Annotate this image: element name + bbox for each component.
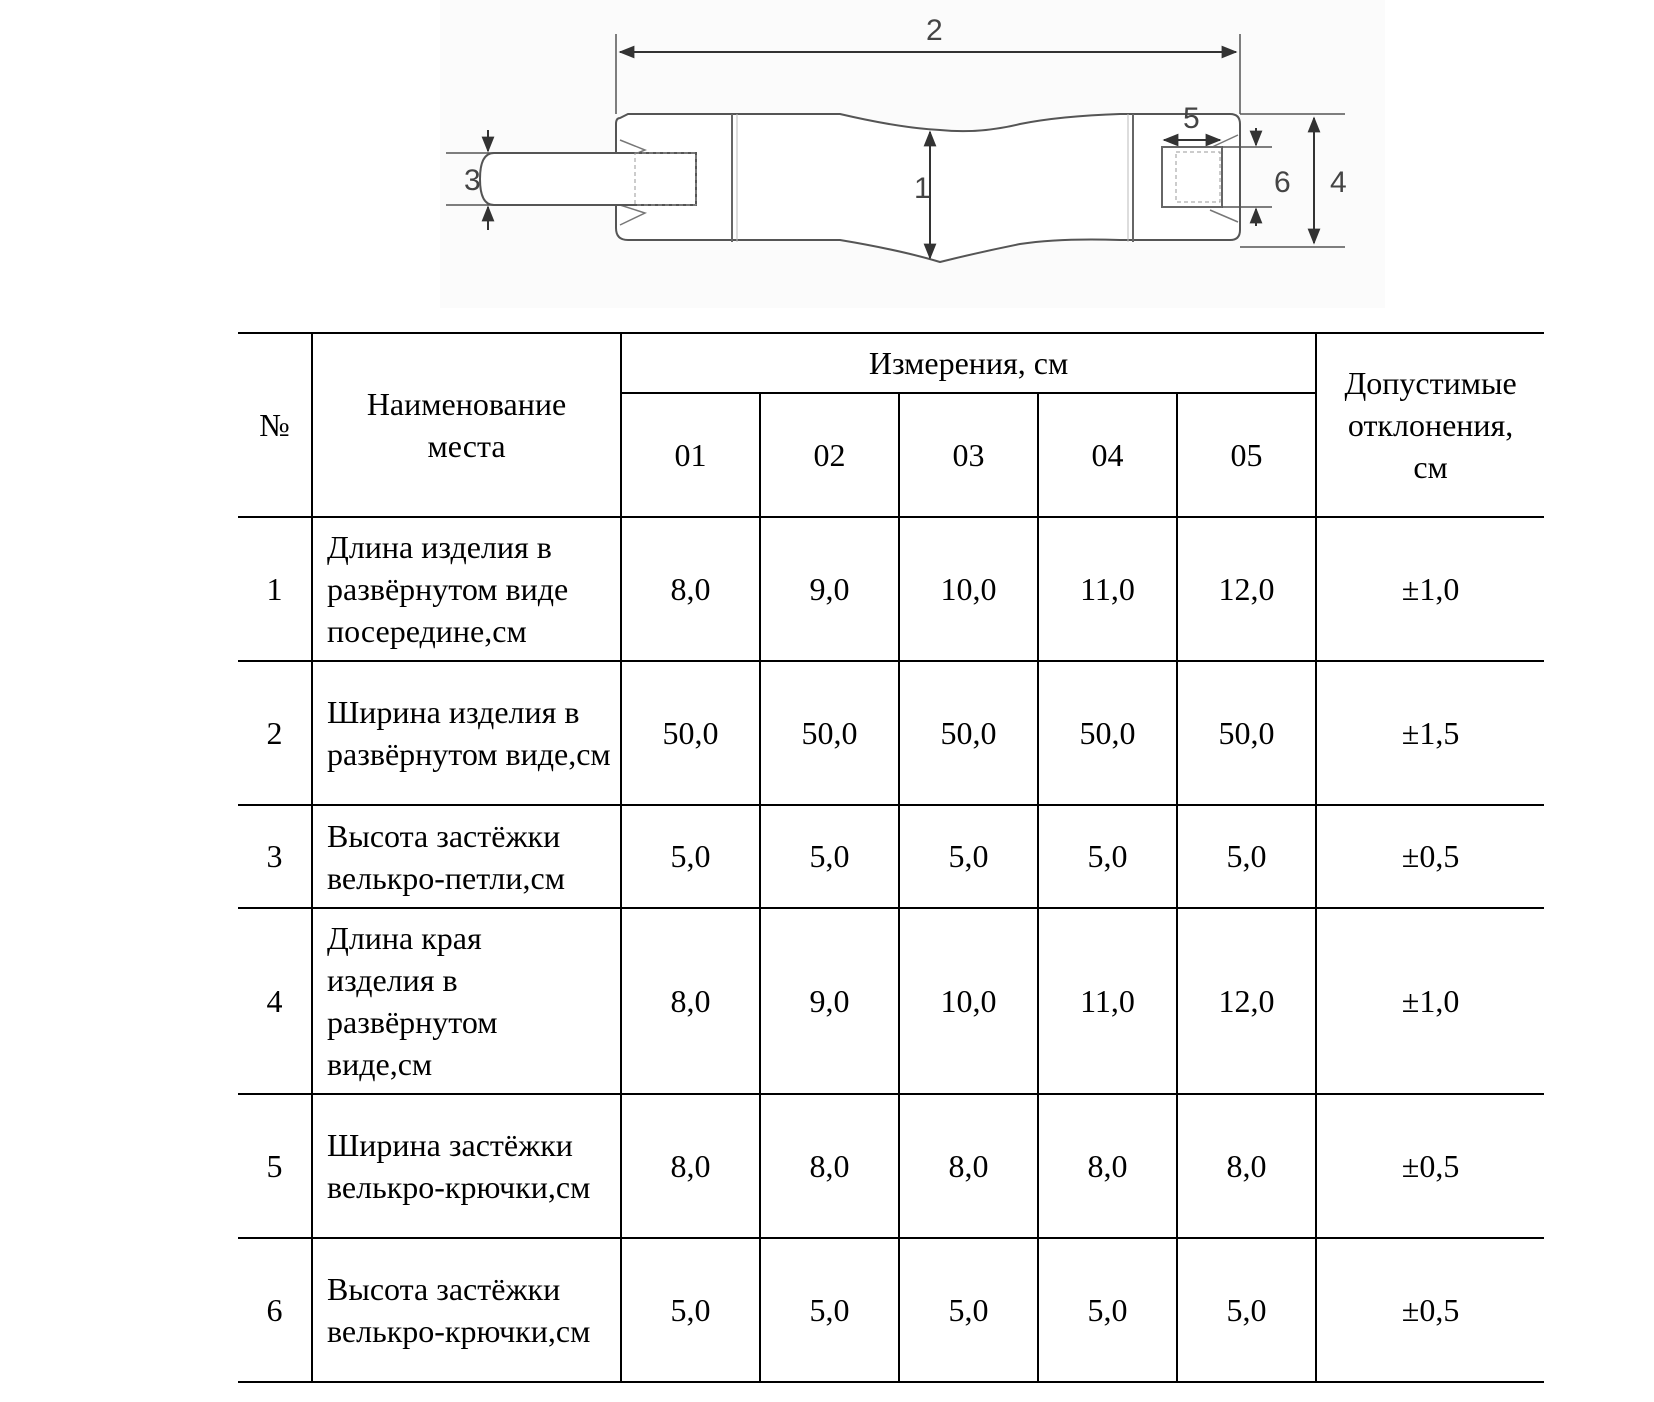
row-value: 5,0 — [621, 1238, 760, 1382]
row-value: 12,0 — [1177, 908, 1316, 1094]
row-number: 4 — [238, 908, 312, 1094]
row-tolerance: ±0,5 — [1316, 1238, 1544, 1382]
row-value: 5,0 — [899, 1238, 1038, 1382]
row-value: 12,0 — [1177, 517, 1316, 661]
row-value: 5,0 — [760, 1238, 899, 1382]
header-name: Наименование места — [312, 333, 621, 517]
row-value: 9,0 — [760, 517, 899, 661]
row-value: 5,0 — [1177, 1238, 1316, 1382]
row-name: Ширина застёжки велькро-крючки,см — [312, 1094, 621, 1238]
row-value: 5,0 — [1177, 805, 1316, 908]
header-size-04: 04 — [1038, 393, 1177, 517]
row-value: 8,0 — [1177, 1094, 1316, 1238]
row-value: 9,0 — [760, 908, 899, 1094]
row-value: 5,0 — [899, 805, 1038, 908]
row-value: 5,0 — [760, 805, 899, 908]
row-value: 5,0 — [1038, 1238, 1177, 1382]
row-number: 6 — [238, 1238, 312, 1382]
dim-label-3: 3 — [464, 164, 481, 197]
row-value: 11,0 — [1038, 517, 1177, 661]
row-value: 8,0 — [621, 517, 760, 661]
row-name: Высота застёжки велькро-крючки,см — [312, 1238, 621, 1382]
row-value: 10,0 — [899, 517, 1038, 661]
dim-label-5: 5 — [1183, 102, 1200, 135]
table-row — [238, 1094, 1544, 1238]
header-size-03: 03 — [899, 393, 1038, 517]
row-number: 3 — [238, 805, 312, 908]
measurement-table — [238, 332, 1544, 1383]
velcro-hook-patch — [1162, 147, 1222, 207]
row-value: 50,0 — [1038, 661, 1177, 805]
product-diagram — [440, 0, 1385, 308]
row-tolerance: ±1,0 — [1316, 908, 1544, 1094]
dim-label-6: 6 — [1274, 166, 1291, 199]
row-value: 10,0 — [899, 908, 1038, 1094]
dim-label-4: 4 — [1330, 166, 1347, 199]
table-row — [238, 908, 1544, 1094]
header-row-top — [238, 333, 1544, 393]
header-size-05: 05 — [1177, 393, 1316, 517]
row-name: Высота застёжки велькро-петли,см — [312, 805, 621, 908]
row-tolerance: ±0,5 — [1316, 805, 1544, 908]
row-name: Длина изделия в развёрнутом виде посередине,см — [312, 517, 621, 661]
row-value: 11,0 — [1038, 908, 1177, 1094]
row-name: Ширина изделия в развёрнутом виде,см — [312, 661, 621, 805]
row-value: 8,0 — [621, 1094, 760, 1238]
header-measurements: Измерения, см — [621, 333, 1316, 393]
row-value: 8,0 — [621, 908, 760, 1094]
table-row — [238, 517, 1544, 661]
table-row — [238, 805, 1544, 908]
header-number: № — [238, 333, 312, 517]
row-value: 8,0 — [1038, 1094, 1177, 1238]
dim-label-2: 2 — [926, 14, 943, 47]
row-value: 50,0 — [621, 661, 760, 805]
row-tolerance: ±0,5 — [1316, 1094, 1544, 1238]
header-size-02: 02 — [760, 393, 899, 517]
row-value: 8,0 — [760, 1094, 899, 1238]
product-drawing — [440, 0, 1385, 308]
row-tolerance: ±1,5 — [1316, 661, 1544, 805]
header-tolerance: Допустимые отклонения, см — [1316, 333, 1544, 517]
dim-label-1: 1 — [914, 172, 931, 205]
row-name: Длина края изделия в развёрнутом виде,см — [312, 908, 621, 1094]
header-size-01: 01 — [621, 393, 760, 517]
row-value: 50,0 — [760, 661, 899, 805]
row-number: 2 — [238, 661, 312, 805]
row-value: 50,0 — [899, 661, 1038, 805]
row-number: 5 — [238, 1094, 312, 1238]
row-value: 50,0 — [1177, 661, 1316, 805]
velcro-loop-tab — [480, 153, 696, 205]
table-row — [238, 661, 1544, 805]
row-number: 1 — [238, 517, 312, 661]
row-tolerance: ±1,0 — [1316, 517, 1544, 661]
table-row — [238, 1238, 1544, 1382]
row-value: 5,0 — [621, 805, 760, 908]
row-value: 8,0 — [899, 1094, 1038, 1238]
row-value: 5,0 — [1038, 805, 1177, 908]
